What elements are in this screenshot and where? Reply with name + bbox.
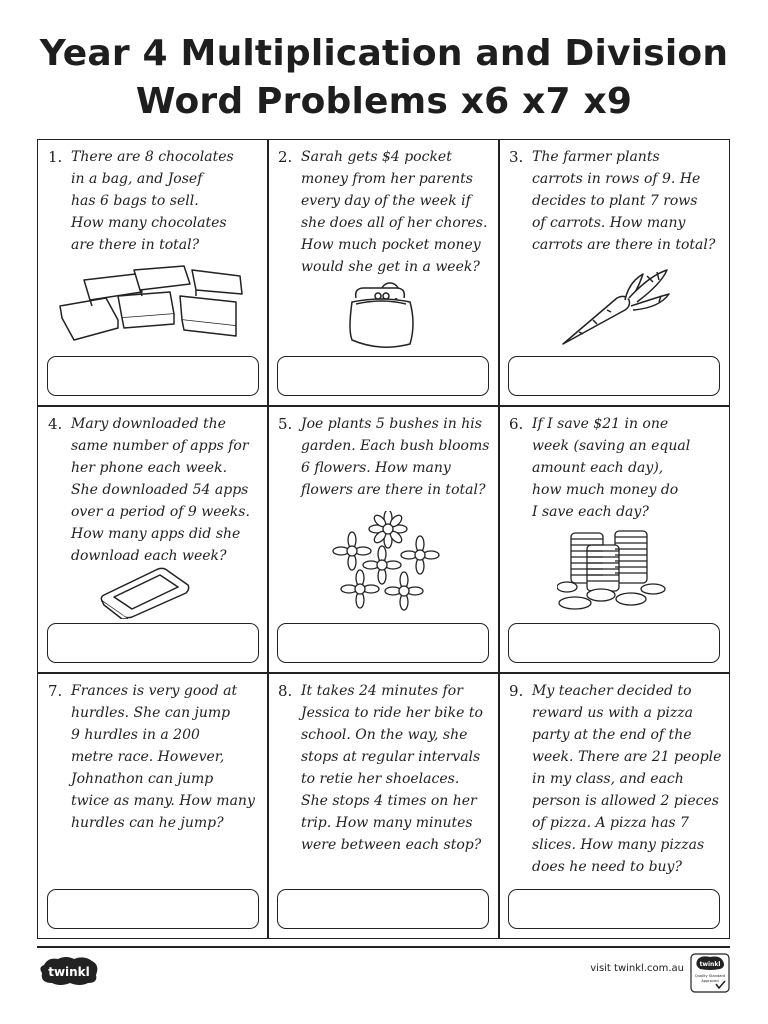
- question-text: The farmer plants carrots in rows of 9. He decides to plant 7 rows of carrots. How many carrots are there in total?: [532, 149, 716, 253]
- question-text: If I save $21 in one week (saving an equal amount each day), how much money do I save each day?: [532, 416, 691, 520]
- question-text: Sarah gets $4 pocket money from her parents every day of the week if she does all of her chores. How much pocket money would she get in a week?: [301, 149, 488, 275]
- question-cell-6: [499, 407, 731, 673]
- carrot-icon: [559, 262, 675, 348]
- question-number: 3.: [509, 148, 524, 166]
- page-title: [0, 30, 768, 126]
- twinkl-logo[interactable]: [38, 955, 100, 987]
- answer-box[interactable]: [47, 356, 259, 396]
- question-number: 4.: [48, 415, 63, 433]
- question-text: Joe plants 5 bushes in his garden. Each bush blooms 6 flowers. How many flowers are there in total?: [301, 416, 490, 498]
- badge-line-1: Quality Standard: [694, 974, 726, 978]
- question-cell-7: [38, 674, 268, 938]
- coins-icon: [557, 525, 667, 611]
- question-text: My teacher decided to reward us with a pizza party at the end of the week. There are 21 people in my class, and each person is allowed 2 pieces of pizza. A pizza has 7 slices. How many pizzas does he need to buy?: [532, 683, 722, 875]
- question-cell-3: [499, 140, 731, 406]
- question-number: 8.: [278, 682, 293, 700]
- visit-link[interactable]: visit twinkl.com.au: [590, 963, 684, 974]
- phone-icon: [100, 565, 192, 619]
- question-cell-5: [268, 407, 499, 673]
- logo-text: twinkl: [48, 965, 90, 979]
- question-text: Mary downloaded the same number of apps for her phone each week. She downloaded 54 apps over a period of 9 weeks. How many apps did she download each week?: [71, 416, 250, 564]
- badge-line-2: Approved: [701, 979, 719, 983]
- flowers-icon: [330, 511, 440, 611]
- quality-badge: [690, 953, 730, 993]
- title-line-2: Word Problems x6 x7 x9: [135, 81, 633, 122]
- question-number: 1.: [48, 148, 63, 166]
- question-text: Frances is very good at hurdles. She can jump 9 hurdles in a 200 metre race. However, Johnathon can jump twice as many. How many hurdles can he jump?: [71, 683, 255, 831]
- question-cell-9: [499, 674, 731, 938]
- answer-box[interactable]: [277, 356, 489, 396]
- answer-box[interactable]: [277, 889, 489, 929]
- problem-grid: [37, 139, 730, 939]
- footer-divider: [37, 946, 730, 948]
- question-number: 7.: [48, 682, 63, 700]
- answer-box[interactable]: [47, 623, 259, 663]
- answer-box[interactable]: [508, 356, 720, 396]
- question-number: 9.: [509, 682, 524, 700]
- title-line-1: Year 4 Multiplication and Division: [39, 33, 729, 74]
- answer-box[interactable]: [277, 623, 489, 663]
- question-cell-4: [38, 407, 268, 673]
- answer-box[interactable]: [47, 889, 259, 929]
- answer-box[interactable]: [508, 889, 720, 929]
- question-cell-1: [38, 140, 268, 406]
- question-text: It takes 24 minutes for Jessica to ride her bike to school. On the way, she stops at regular intervals to retie her shoelaces. She stops 4 times on her trip. How many minutes were between each stop?: [301, 683, 483, 853]
- badge-brand: twinkl: [699, 961, 721, 968]
- question-cell-2: [268, 140, 499, 406]
- question-text: There are 8 chocolates in a bag, and Josef has 6 bags to sell. How many chocolates are there in total?: [71, 149, 234, 253]
- question-number: 2.: [278, 148, 293, 166]
- chocolates-icon: [56, 262, 256, 344]
- answer-box[interactable]: [508, 623, 720, 663]
- question-number: 5.: [278, 415, 293, 433]
- question-number: 6.: [509, 415, 524, 433]
- purse-icon: [344, 280, 420, 350]
- question-cell-8: [268, 674, 499, 938]
